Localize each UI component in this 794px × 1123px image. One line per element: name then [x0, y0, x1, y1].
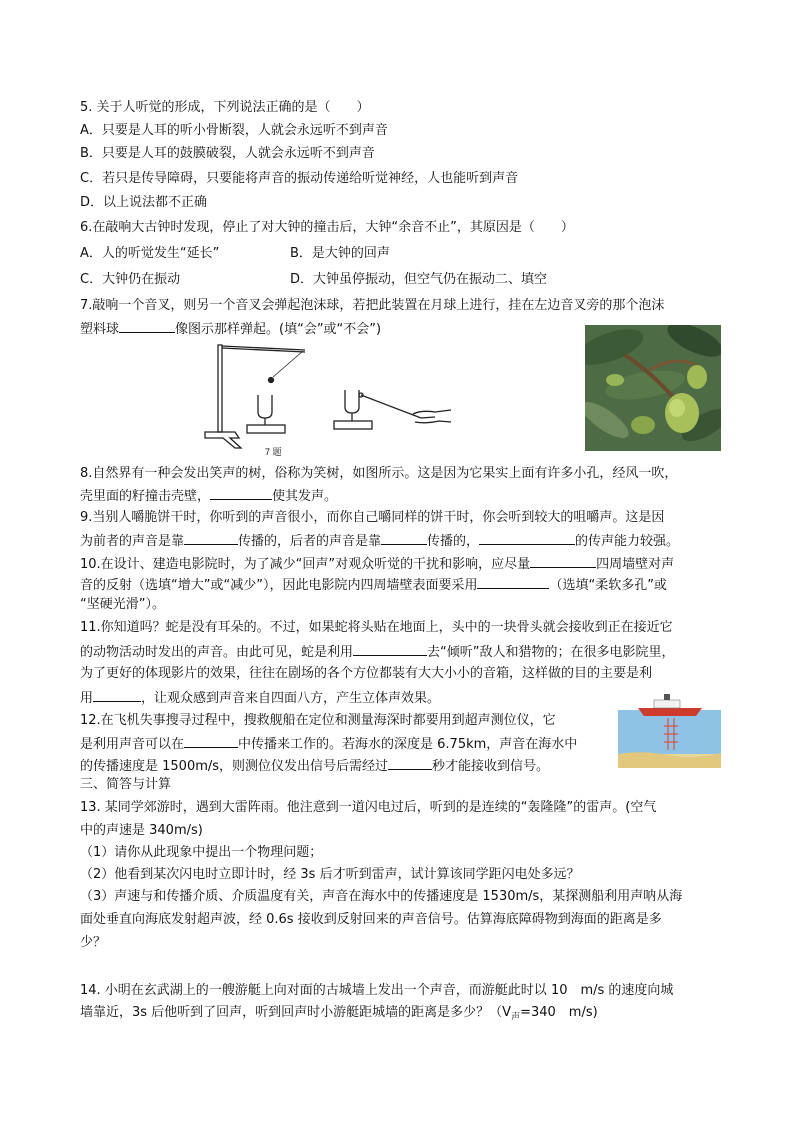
q11-line2 [80, 643, 675, 661]
q13-part1: （1）请你从此现象中提出一个物理问题； [80, 845, 323, 860]
tuning-fork-figure [195, 338, 455, 460]
q7-text-a: 塑料球 [80, 322, 120, 337]
q8-answer-blank[interactable] [210, 487, 272, 500]
q11-line3: 为了更好的体现影片的效果，往往在剧场的各个方位都装有大大小小的音箱，这样做的目的主要是利 [80, 666, 653, 681]
q14-line1: 14. 小明在玄武湖上的一艘游艇上向对面的古城墙上发出一个声音，而游艇此时以 10 m/s 的速度向城 [80, 983, 674, 998]
q11-text-c: 用 [80, 691, 94, 706]
q12-text-a: 是利用声音可以在 [80, 737, 185, 752]
q7-answer-blank[interactable] [119, 320, 175, 333]
q11-text-a: 的动物活动时发出的声音。由此可见，蛇是利用 [80, 645, 354, 660]
q9-text-b: 传播的，后者的声音是靠 [238, 534, 382, 549]
q9-line2 [80, 532, 679, 550]
q10-text-b: 四周墙壁对声 [596, 557, 675, 572]
q10-text-d: （选填“柔软多孔”或 [549, 578, 667, 593]
q11-answer-blank-2[interactable] [93, 689, 141, 702]
q10-line3: “坚硬光滑”）。 [80, 597, 165, 612]
q11-line1: 11.你知道吗？蛇是没有耳朵的。不过，如果蛇将头贴在地面上，头中的一块骨头就会接收到正在接近它 [80, 620, 673, 635]
q8-text-b: 使其发声。 [272, 489, 338, 504]
q6-option-b: B．是大钟的回声 [290, 246, 390, 261]
q14-subscript: 声 [511, 1012, 521, 1023]
q7-line1: 7.敲响一个音叉，则另一个音叉会弹起泡沫球，若把此装置在月球上进行，挂在左边音叉旁的那个泡沫 [80, 298, 665, 313]
q6-option-c: C．大钟仍在振动 [80, 272, 181, 287]
q10-text-c: 音的反射（选填“增大”或“减少”），因此电影院内四周墙壁表面要采用 [80, 578, 478, 593]
q12-text-d: 秒才能接收到信号。 [432, 759, 550, 774]
q13-line1: 13. 某同学郊游时，遇到大雷阵雨。他注意到一道闪电过后，听到的是连续的“轰隆隆”的雷声。(空气 [80, 800, 657, 815]
laughing-tree-photo [585, 325, 721, 451]
q10-answer-blank-2[interactable] [477, 576, 549, 589]
q10-answer-blank-1[interactable] [530, 555, 596, 568]
q10-line1 [80, 555, 674, 573]
q14-text-a: 墙靠近，3s 后他听到了回声，听到回声时小游艇距城墙的距离是多少？（V [80, 1005, 512, 1020]
q5-option-c: C．若只是传导障碍，只要能将声音的振动传递给听觉神经，人也能听到声音 [80, 171, 519, 186]
q9-answer-blank-3[interactable] [479, 532, 575, 545]
q5-stem: 5. 关于人听觉的形成，下列说法正确的是（ ） [80, 100, 370, 115]
q9-text-a: 为前者的声音是靠 [80, 534, 185, 549]
q8-line1: 8.自然界有一种会发出笑声的树，俗称为笑树，如图所示。这是因为它果实上面有许多小孔，经风一吹， [80, 466, 678, 481]
q12-line2 [80, 735, 577, 753]
q11-answer-blank-1[interactable] [353, 643, 427, 656]
q12-line1: 12.在飞机失事搜寻过程中，搜救舰船在定位和测量海深时都要用到超声测位仪，它 [80, 713, 556, 728]
q14-text-b: =340 m/s) [520, 1005, 598, 1020]
q13-part2: （2）他看到某次闪电时立即计时，经 3s 后才听到雷声，试计算该同学距闪电处多远？ [80, 867, 580, 882]
q7-text-b: 像图示那样弹起。(填“会”或“不会”) [175, 322, 382, 337]
q14-line2 [80, 1005, 598, 1026]
q5-option-d: D．以上说法都不正确 [80, 195, 208, 210]
q13-line2: 中的声速是 340m/s) [80, 823, 203, 838]
q7-fig-caption: 7 题 [265, 447, 282, 457]
q6-option-a: A．人的听觉发生“延长” [80, 246, 220, 261]
q9-answer-blank-2[interactable] [381, 532, 427, 545]
q9-answer-blank-1[interactable] [184, 532, 238, 545]
q5-option-b: B．只要是人耳的鼓膜破裂，人就会永远听不到声音 [80, 146, 375, 161]
q11-text-b: 去“倾听”敌人和猎物的；在很多电影院里， [427, 645, 675, 660]
q13-part3-line2: 面处垂直向海底发射超声波，经 0.6s 接收到反射回来的声音信号。估算海底障碍物到海面的距离是多 [80, 912, 662, 927]
q12-answer-blank-1[interactable] [184, 735, 238, 748]
q10-line2 [80, 576, 667, 594]
q5-option-a: A．只要是人耳的听小骨断裂，人就会永远听不到声音 [80, 123, 388, 138]
q9-line1: 9.当别人嚼脆饼干时，你听到的声音很小，而你自己嚼同样的饼干时，你会听到较大的咀嚼声。这是因 [80, 510, 665, 525]
q6-option-d: D．大钟虽停振动，但空气仍在振动二、填空 [290, 272, 548, 287]
q11-line4 [80, 689, 440, 707]
sonar-ship-figure [618, 690, 721, 768]
q6-stem: 6.在敲响大古钟时发现，停止了对大钟的撞击后，大钟“余音不止”，其原因是（ ） [80, 220, 574, 235]
q12-text-c: 的传播速度是 1500m/s，则测位仪发出信号后需经过 [80, 759, 389, 774]
q11-text-d: ，让观众感到声音来自四面八方，产生立体声效果。 [141, 691, 441, 706]
q13-part3-line1: （3）声速与和传播介质、介质温度有关，声音在海水中的传播速度是 1530m/s，某探测船利用声呐从海 [80, 889, 683, 904]
q12-line3 [80, 757, 549, 775]
q9-text-c: 传播的， [427, 534, 480, 549]
q12-answer-blank-2[interactable] [388, 757, 432, 770]
q12-text-b: 中传播来工作的。若海水的深度是 6.75km，声音在海水中 [238, 737, 578, 752]
q13-part3-line3: 少？ [80, 935, 107, 950]
q10-text-a: 10.在设计、建造电影院时，为了减少“回声”对观众听觉的干扰和影响，应尽量 [80, 557, 531, 572]
q8-text-a: 壳里面的籽撞击壳壁， [80, 489, 211, 504]
q8-line2 [80, 487, 337, 505]
q7-line2 [80, 320, 381, 338]
section-3-heading: 三、简答与计算 [80, 777, 172, 792]
q9-text-d: 的传声能力较强。 [575, 534, 680, 549]
